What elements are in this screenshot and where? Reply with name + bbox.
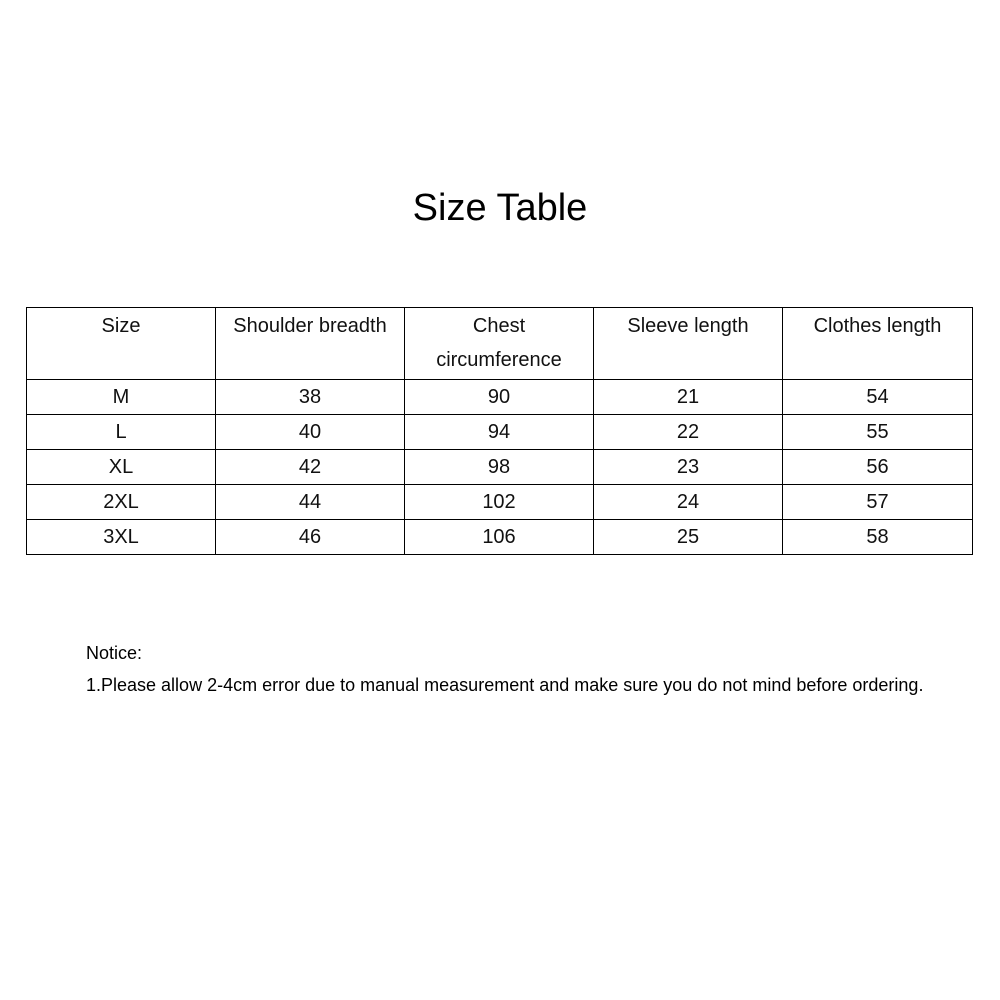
cell-chest-circumference: 98 bbox=[405, 450, 594, 485]
column-header-chest-circumference: Chest circumference bbox=[405, 308, 594, 380]
cell-clothes-length: 54 bbox=[783, 380, 973, 415]
cell-shoulder-breadth: 46 bbox=[216, 520, 405, 555]
table-row bbox=[27, 415, 973, 450]
cell-chest-circumference: 106 bbox=[405, 520, 594, 555]
table-header-row bbox=[27, 308, 973, 380]
column-header-shoulder-breadth: Shoulder breadth bbox=[216, 308, 405, 380]
cell-shoulder-breadth: 42 bbox=[216, 450, 405, 485]
cell-clothes-length: 56 bbox=[783, 450, 973, 485]
column-header-size: Size bbox=[27, 308, 216, 380]
notice-heading: Notice: bbox=[86, 643, 143, 663]
table-row bbox=[27, 380, 973, 415]
cell-sleeve-length: 25 bbox=[594, 520, 783, 555]
notice-section bbox=[86, 637, 976, 701]
cell-sleeve-length: 21 bbox=[594, 380, 783, 415]
cell-shoulder-breadth: 38 bbox=[216, 380, 405, 415]
cell-shoulder-breadth: 40 bbox=[216, 415, 405, 450]
table-row bbox=[27, 450, 973, 485]
column-header-sleeve-length: Sleeve length bbox=[594, 308, 783, 380]
cell-sleeve-length: 22 bbox=[594, 415, 783, 450]
column-header-clothes-length: Clothes length bbox=[783, 308, 973, 380]
cell-size: 2XL bbox=[27, 485, 216, 520]
cell-sleeve-length: 24 bbox=[594, 485, 783, 520]
table-row bbox=[27, 520, 973, 555]
cell-size: XL bbox=[27, 450, 216, 485]
page-title: Size Table bbox=[412, 187, 588, 229]
cell-shoulder-breadth: 44 bbox=[216, 485, 405, 520]
cell-chest-circumference: 94 bbox=[405, 415, 594, 450]
cell-size: L bbox=[27, 415, 216, 450]
notice-line: 1.Please allow 2-4cm error due to manual measurement and make sure you do not mind before ordering. bbox=[86, 675, 924, 695]
cell-clothes-length: 58 bbox=[783, 520, 973, 555]
size-table bbox=[26, 307, 973, 555]
cell-size: 3XL bbox=[27, 520, 216, 555]
cell-clothes-length: 55 bbox=[783, 415, 973, 450]
cell-clothes-length: 57 bbox=[783, 485, 973, 520]
table-row bbox=[27, 485, 973, 520]
cell-chest-circumference: 102 bbox=[405, 485, 594, 520]
cell-size: M bbox=[27, 380, 216, 415]
cell-sleeve-length: 23 bbox=[594, 450, 783, 485]
cell-chest-circumference: 90 bbox=[405, 380, 594, 415]
